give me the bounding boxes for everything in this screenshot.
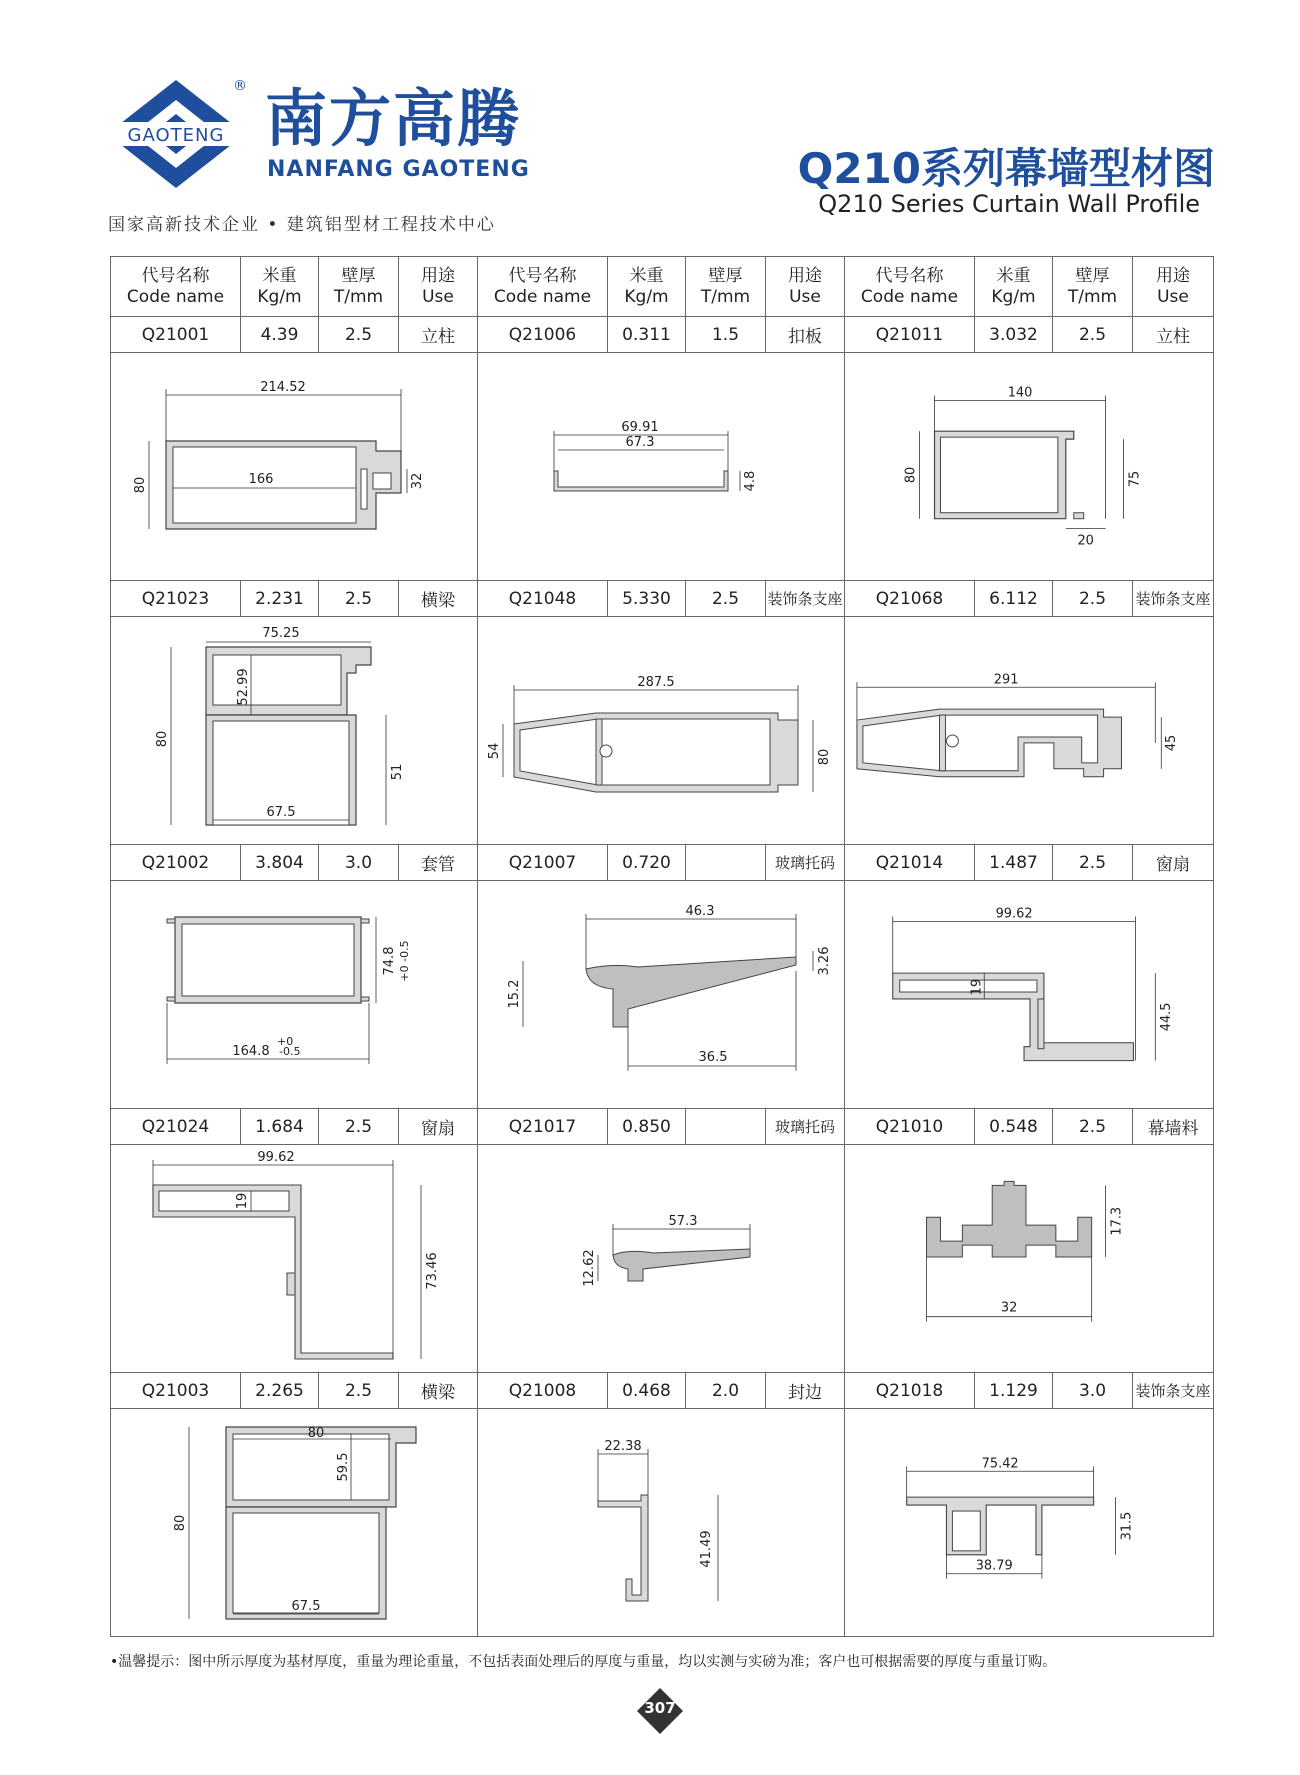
profile-drawing-q21068 bbox=[845, 617, 1214, 845]
company-tagline: 国家高新技术企业 • 建筑铝型材工程技术中心 bbox=[108, 215, 496, 235]
svg-text:41.49: 41.49 bbox=[699, 1530, 714, 1568]
svg-text:75.25: 75.25 bbox=[262, 626, 300, 641]
svg-text:75.42: 75.42 bbox=[981, 1456, 1019, 1472]
svg-text:3.26: 3.26 bbox=[817, 946, 832, 976]
col-header-code: 代号名称 Code name bbox=[478, 257, 608, 317]
page-title-en: Q210 Series Curtain Wall Profile bbox=[818, 190, 1200, 218]
svg-text:22.38: 22.38 bbox=[604, 1439, 642, 1454]
svg-text:166: 166 bbox=[248, 472, 274, 487]
profile-drawing-row bbox=[111, 353, 1214, 581]
col-header-use: 用途 Use bbox=[766, 257, 845, 317]
profile-code: Q21068 bbox=[845, 581, 975, 617]
registered-mark: ® bbox=[233, 78, 247, 94]
profile-code: Q21001 bbox=[111, 317, 241, 353]
q21001-section bbox=[111, 353, 478, 580]
profile-info-row bbox=[111, 1109, 1214, 1145]
profile-use: 扣板 bbox=[766, 317, 845, 353]
svg-text:46.3: 46.3 bbox=[685, 904, 715, 919]
svg-text:54: 54 bbox=[487, 742, 502, 760]
profile-info-row bbox=[111, 581, 1214, 617]
col-header-weight: 米重 Kg/m bbox=[608, 257, 686, 317]
svg-text:140: 140 bbox=[1007, 385, 1033, 401]
col-header-use: 用途 Use bbox=[399, 257, 478, 317]
profile-info-row bbox=[111, 317, 1214, 353]
q21048-section bbox=[478, 617, 845, 844]
col-header-thickness: 壁厚 T/mm bbox=[319, 257, 399, 317]
svg-text:31.5: 31.5 bbox=[1119, 1511, 1135, 1541]
profile-weight: 0.311 bbox=[608, 317, 686, 353]
profile-thickness: 1.5 bbox=[686, 317, 766, 353]
col-header-code: 代号名称 Code name bbox=[845, 257, 975, 317]
col-header-weight: 米重 Kg/m bbox=[241, 257, 319, 317]
profile-drawing-q21006 bbox=[478, 353, 845, 581]
profile-thickness bbox=[686, 845, 766, 881]
svg-text:45: 45 bbox=[1164, 734, 1180, 752]
svg-text:4.8: 4.8 bbox=[743, 470, 758, 492]
col-header-code: 代号名称 Code name bbox=[111, 257, 241, 317]
svg-text:+0 -0.5: +0 -0.5 bbox=[398, 940, 411, 982]
profile-use: 窗扇 bbox=[399, 1109, 478, 1145]
svg-text:51: 51 bbox=[390, 763, 405, 781]
profile-thickness: 2.5 bbox=[1053, 317, 1133, 353]
q21010-section bbox=[845, 1145, 1212, 1372]
q21007-section bbox=[478, 881, 845, 1108]
profile-weight: 1.684 bbox=[241, 1109, 319, 1145]
q21014-section bbox=[845, 881, 1212, 1108]
profile-thickness: 2.5 bbox=[686, 581, 766, 617]
q21006-section bbox=[478, 353, 845, 580]
profile-thickness: 2.5 bbox=[319, 1373, 399, 1409]
profile-thickness bbox=[686, 1109, 766, 1145]
q21024-section bbox=[111, 1145, 478, 1372]
svg-text:287.5: 287.5 bbox=[637, 675, 675, 690]
profile-weight: 4.39 bbox=[241, 317, 319, 353]
profile-use: 玻璃托码 bbox=[766, 845, 845, 881]
profile-weight: 6.112 bbox=[975, 581, 1053, 617]
gaoteng-logo bbox=[105, 78, 247, 198]
profile-thickness: 2.5 bbox=[319, 317, 399, 353]
q21008-section bbox=[478, 1409, 845, 1636]
q21017-section bbox=[478, 1145, 845, 1372]
profile-use: 玻璃托码 bbox=[766, 1109, 845, 1145]
profile-code: Q21010 bbox=[845, 1109, 975, 1145]
svg-text:32: 32 bbox=[1000, 1300, 1018, 1316]
svg-text:80: 80 bbox=[155, 730, 170, 748]
profile-drawing-q21002 bbox=[111, 881, 478, 1109]
profile-drawing-row bbox=[111, 881, 1214, 1109]
profile-thickness: 2.0 bbox=[686, 1373, 766, 1409]
svg-text:99.62: 99.62 bbox=[257, 1150, 295, 1165]
profile-drawing-row bbox=[111, 1145, 1214, 1373]
svg-text:80: 80 bbox=[903, 466, 919, 484]
profile-drawing-q21048 bbox=[478, 617, 845, 845]
profile-code: Q21002 bbox=[111, 845, 241, 881]
profile-drawing-q21011 bbox=[845, 353, 1214, 581]
profile-weight: 1.487 bbox=[975, 845, 1053, 881]
profile-code: Q21023 bbox=[111, 581, 241, 617]
profile-thickness: 3.0 bbox=[319, 845, 399, 881]
profile-weight: 0.548 bbox=[975, 1109, 1053, 1145]
profile-code: Q21008 bbox=[478, 1373, 608, 1409]
profile-weight: 1.129 bbox=[975, 1373, 1053, 1409]
profile-weight: 3.032 bbox=[975, 317, 1053, 353]
profile-weight: 2.265 bbox=[241, 1373, 319, 1409]
svg-text:80: 80 bbox=[173, 1514, 188, 1532]
svg-text:67.5: 67.5 bbox=[291, 1599, 321, 1614]
svg-text:164.8: 164.8 bbox=[232, 1044, 270, 1059]
profile-thickness: 2.5 bbox=[1053, 845, 1133, 881]
svg-text:80: 80 bbox=[133, 476, 148, 494]
svg-text:74.8: 74.8 bbox=[382, 946, 397, 976]
profile-drawing-q21003 bbox=[111, 1409, 478, 1637]
profile-weight: 2.231 bbox=[241, 581, 319, 617]
q21023-section bbox=[111, 617, 478, 844]
q21011-section bbox=[845, 353, 1212, 580]
svg-text:67.3: 67.3 bbox=[625, 435, 655, 450]
svg-text:19: 19 bbox=[969, 978, 985, 996]
profile-code: Q21024 bbox=[111, 1109, 241, 1145]
col-header-weight: 米重 Kg/m bbox=[975, 257, 1053, 317]
profile-drawing-row bbox=[111, 1409, 1214, 1637]
profile-use: 立柱 bbox=[399, 317, 478, 353]
svg-text:59.5: 59.5 bbox=[336, 1452, 351, 1482]
q21018-section bbox=[845, 1409, 1212, 1636]
svg-text:17.3: 17.3 bbox=[1109, 1206, 1125, 1236]
svg-text:214.52: 214.52 bbox=[260, 380, 306, 395]
profile-code: Q21003 bbox=[111, 1373, 241, 1409]
profile-catalog-table bbox=[110, 256, 1214, 1637]
svg-text:69.91: 69.91 bbox=[621, 420, 659, 435]
svg-text:32: 32 bbox=[410, 472, 425, 490]
svg-text:44.5: 44.5 bbox=[1159, 1002, 1175, 1032]
profile-use: 装饰条支座 bbox=[1133, 1373, 1214, 1409]
profile-thickness: 3.0 bbox=[1053, 1373, 1133, 1409]
column-header-row bbox=[111, 257, 1214, 317]
profile-use: 封边 bbox=[766, 1373, 845, 1409]
col-header-thickness: 壁厚 T/mm bbox=[686, 257, 766, 317]
profile-info-row bbox=[111, 1373, 1214, 1409]
profile-weight: 3.804 bbox=[241, 845, 319, 881]
profile-use: 横梁 bbox=[399, 581, 478, 617]
q21002-section bbox=[111, 881, 478, 1108]
q21068-section bbox=[845, 617, 1212, 844]
profile-code: Q21006 bbox=[478, 317, 608, 353]
svg-text:-0.5: -0.5 bbox=[279, 1045, 301, 1058]
profile-drawing-q21007 bbox=[478, 881, 845, 1109]
profile-use: 横梁 bbox=[399, 1373, 478, 1409]
svg-text:80: 80 bbox=[817, 748, 832, 766]
profile-use: 幕墙料 bbox=[1133, 1109, 1214, 1145]
svg-text:+0: +0 bbox=[277, 1035, 294, 1048]
profile-info-row bbox=[111, 845, 1214, 881]
svg-text:99.62: 99.62 bbox=[995, 906, 1033, 922]
profile-drawing-q21010 bbox=[845, 1145, 1214, 1373]
profile-thickness: 2.5 bbox=[1053, 581, 1133, 617]
profile-use: 装饰条支座 bbox=[766, 581, 845, 617]
profile-weight: 5.330 bbox=[608, 581, 686, 617]
profile-code: Q21007 bbox=[478, 845, 608, 881]
profile-code: Q21014 bbox=[845, 845, 975, 881]
page-title-cn: Q210系列幕墙型材图 bbox=[797, 144, 1215, 193]
svg-text:20: 20 bbox=[1077, 533, 1094, 549]
profile-code: Q21011 bbox=[845, 317, 975, 353]
profile-use: 套管 bbox=[399, 845, 478, 881]
col-header-thickness: 壁厚 T/mm bbox=[1053, 257, 1133, 317]
profile-code: Q21018 bbox=[845, 1373, 975, 1409]
svg-text:73.46: 73.46 bbox=[425, 1252, 440, 1290]
svg-text:15.2: 15.2 bbox=[507, 979, 522, 1009]
footer-note: •温馨提示：图中所示厚度为基材厚度，重量为理论重量，不包括表面处理后的厚度与重量，均以实测与实磅为准；客户也可根据需要的厚度与重量订购。 bbox=[110, 1654, 1057, 1670]
logo-text: GAOTENG bbox=[127, 125, 225, 146]
profile-drawing-q21024 bbox=[111, 1145, 478, 1373]
profile-code: Q21048 bbox=[478, 581, 608, 617]
profile-drawing-q21023 bbox=[111, 617, 478, 845]
page-number: 307 bbox=[644, 1699, 676, 1717]
profile-drawing-q21017 bbox=[478, 1145, 845, 1373]
profile-drawing-q21014 bbox=[845, 881, 1214, 1109]
svg-text:80: 80 bbox=[307, 1426, 325, 1441]
profile-drawing-row bbox=[111, 617, 1214, 845]
q21003-section bbox=[111, 1409, 478, 1636]
profile-code: Q21017 bbox=[478, 1109, 608, 1145]
profile-drawing-q21008 bbox=[478, 1409, 845, 1637]
profile-drawing-q21001 bbox=[111, 353, 478, 581]
svg-text:36.5: 36.5 bbox=[698, 1050, 728, 1065]
svg-text:75: 75 bbox=[1127, 470, 1143, 488]
profile-use: 窗扇 bbox=[1133, 845, 1214, 881]
svg-text:291: 291 bbox=[993, 672, 1019, 688]
profile-use: 立柱 bbox=[1133, 317, 1214, 353]
svg-text:19: 19 bbox=[235, 1192, 250, 1210]
svg-text:38.79: 38.79 bbox=[975, 1558, 1013, 1574]
col-header-use: 用途 Use bbox=[1133, 257, 1214, 317]
profile-weight: 0.850 bbox=[608, 1109, 686, 1145]
svg-text:57.3: 57.3 bbox=[668, 1214, 698, 1229]
profile-weight: 0.468 bbox=[608, 1373, 686, 1409]
svg-text:12.62: 12.62 bbox=[582, 1249, 597, 1287]
brand-name-en: NANFANG GAOTENG bbox=[267, 157, 530, 182]
svg-text:52.99: 52.99 bbox=[236, 668, 251, 706]
profile-drawing-q21018 bbox=[845, 1409, 1214, 1637]
svg-text:67.5: 67.5 bbox=[266, 805, 296, 820]
profile-thickness: 2.5 bbox=[319, 1109, 399, 1145]
brand-name-cn: 南方高腾 bbox=[265, 82, 522, 155]
profile-use: 装饰条支座 bbox=[1133, 581, 1214, 617]
profile-weight: 0.720 bbox=[608, 845, 686, 881]
profile-thickness: 2.5 bbox=[319, 581, 399, 617]
profile-thickness: 2.5 bbox=[1053, 1109, 1133, 1145]
